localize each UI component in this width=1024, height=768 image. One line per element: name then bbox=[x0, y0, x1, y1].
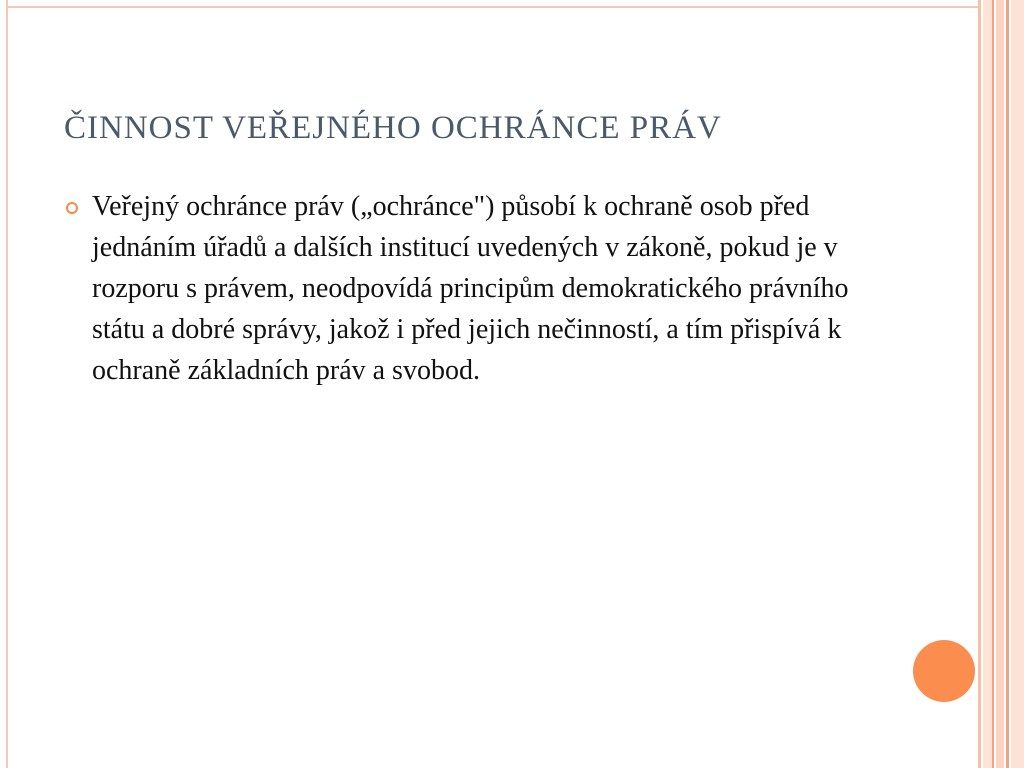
stripe bbox=[1011, 0, 1024, 768]
frame-left-border bbox=[6, 0, 8, 768]
slide-content bbox=[64, 186, 884, 391]
right-stripes-decoration bbox=[978, 0, 1024, 768]
stripe bbox=[978, 0, 981, 768]
frame-top-border bbox=[6, 0, 980, 8]
orange-circle-decoration bbox=[913, 640, 975, 702]
stripe bbox=[992, 0, 994, 768]
bullet-text: Veřejný ochránce práv („ochránce") působí k ochraně osob před jednáním úřadů a dalších institucí uvedených v zákoně, pokud je v rozporu s právem, neodpovídá principům demokratického právního státu a dobré správy, jakož i před jejich nečinností, a tím přispívá k ochraně základních práv a svobod. bbox=[92, 191, 849, 386]
bullet-item bbox=[64, 186, 884, 391]
stripe bbox=[996, 0, 1004, 768]
bullet-circle-icon bbox=[66, 202, 78, 214]
stripe bbox=[983, 0, 992, 768]
slide-title: ČINNOST VEŘEJNÉHO OCHRÁNCE PRÁV bbox=[64, 110, 722, 146]
stripe bbox=[1006, 0, 1009, 768]
